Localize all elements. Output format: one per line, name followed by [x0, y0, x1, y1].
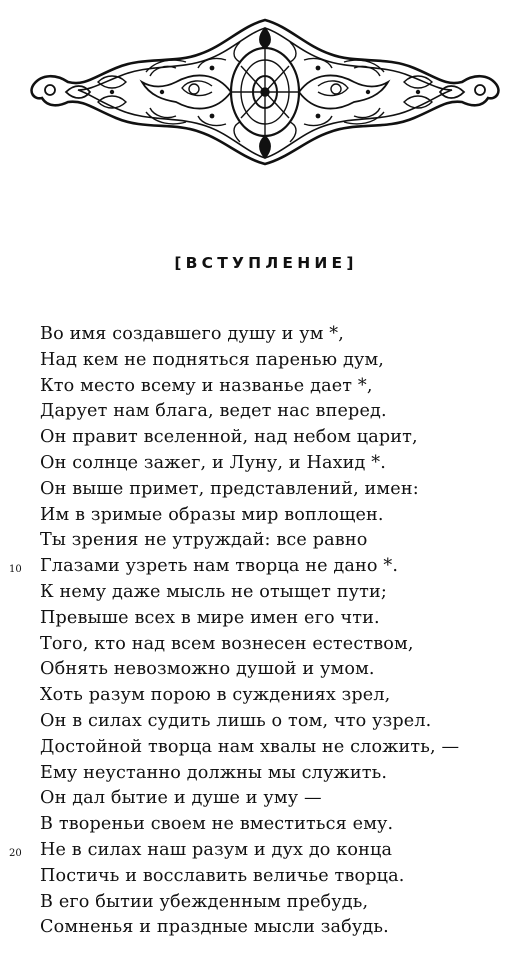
poem-line: [0, 554, 532, 580]
poem-line: [0, 503, 532, 529]
poem-line-text: Дарует нам блага, ведет нас вперед.: [40, 401, 387, 422]
poem-line-text: Ты зрения не утруждай: все равно: [40, 530, 368, 551]
floral-ornament-header: [26, 16, 504, 166]
poem-line-text: Во имя создавшего душу и ум *,: [40, 324, 344, 344]
poem-line-text: Сомненья и праздные мысли забудь.: [40, 917, 389, 938]
line-number: 20: [9, 847, 22, 859]
poem-line-text: Не в силах наш разум и дух до конца: [40, 839, 393, 860]
section-heading: [ВСТУПЛЕНИЕ]: [174, 254, 358, 272]
poem-line: [0, 374, 532, 400]
poem-line: [0, 812, 532, 838]
poem-line-text: В твореньи своем не вместиться ему.: [40, 814, 394, 835]
poem-line: [0, 864, 532, 890]
poem-line-text: Хоть разум порою в суждениях зрел,: [40, 685, 391, 706]
poem-line: [0, 348, 532, 374]
poem-line: [0, 425, 532, 451]
poem-line: [0, 915, 532, 941]
poem-line-text: В его бытии убежденным пребудь,: [40, 891, 369, 912]
poem-line-text: Обнять невозможно душой и умом.: [40, 659, 375, 680]
poem-text: [0, 322, 532, 941]
poem-line: [0, 632, 532, 658]
poem-line: [0, 683, 532, 709]
poem-line: [0, 528, 532, 554]
poem-line-text: Ему неустанно должны мы служить.: [40, 762, 388, 783]
poem-line-text: Он в силах судить лишь о том, что узрел.: [40, 710, 432, 731]
poem-line-text: Кто место всему и названье дает *,: [40, 375, 373, 396]
poem-line: [0, 322, 532, 348]
poem-line-text: Над кем не подняться паренью дум,: [40, 349, 385, 370]
poem-line: [0, 890, 532, 916]
poem-line-text: К нему даже мысль не отыщет пути;: [40, 581, 387, 602]
poem-line: [0, 657, 532, 683]
poem-line: [0, 451, 532, 477]
poem-line-text: Им в зримые образы мир воплощен.: [40, 504, 384, 525]
poem-line-text: Он выше примет, представлений, имен:: [40, 478, 419, 499]
poem-line-text: Того, кто над всем вознесен естеством,: [40, 633, 414, 654]
poem-line: [0, 735, 532, 761]
poem-line: [0, 786, 532, 812]
poem-line-text: Постичь и восславить величье творца.: [40, 865, 405, 886]
poem-line: [0, 606, 532, 632]
poem-line-text: Превыше всех в мире имен его чти.: [40, 607, 380, 628]
poem-line: [0, 761, 532, 787]
poem-line: [0, 399, 532, 425]
poem-line: [0, 580, 532, 606]
poem-line-text: Глазами узреть нам творца не дано *.: [40, 556, 399, 577]
line-number: 10: [9, 564, 22, 576]
poem-line-text: Он правит вселенной, над небом царит,: [40, 427, 418, 448]
poem-line: [0, 477, 532, 503]
poem-line-text: Он дал бытие и душе и уму —: [40, 788, 322, 809]
poem-line-text: Достойной творца нам хвалы не сложить, —: [40, 736, 460, 757]
poem-line-text: Он солнце зажег, и Луну, и Нахид *.: [40, 452, 386, 473]
poem-line: [0, 709, 532, 735]
poem-line: [0, 838, 532, 864]
